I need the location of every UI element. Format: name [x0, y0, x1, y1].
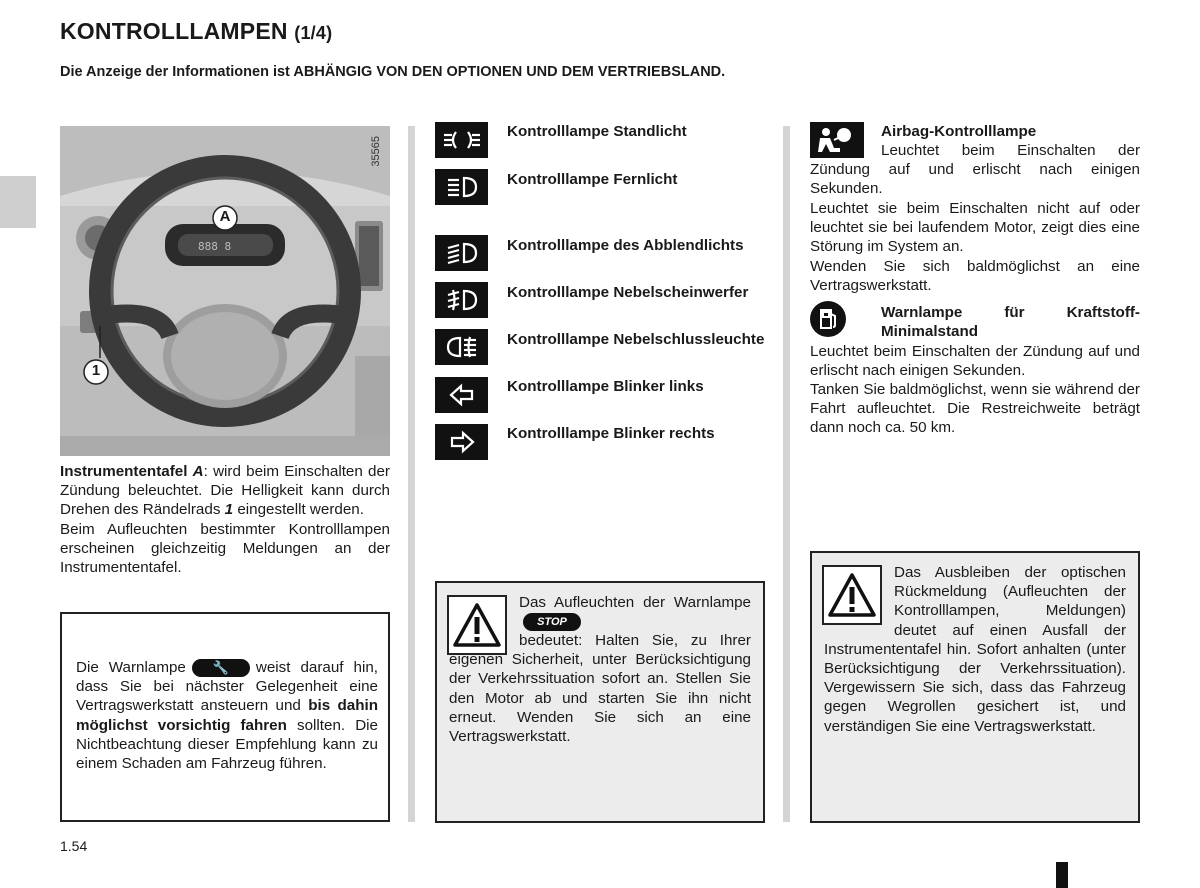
- low-beam-icon: [435, 235, 488, 271]
- column-divider: [408, 126, 415, 822]
- lamp-row: [435, 329, 488, 365]
- lamp-label: Kontrolllampe Nebelscheinwerfer: [507, 284, 749, 301]
- panel-failure-warning-box: [810, 551, 1140, 823]
- callout-1: 1: [91, 362, 101, 379]
- section-tab: [0, 176, 36, 228]
- airbag-text-2: Leuchtet sie beim Einschalten nicht auf oder leuchtet sie bei laufendem Motor, zeigt dies eine Störung im System an.: [810, 200, 1140, 256]
- lamp-label: Kontrolllampe Fernlicht: [507, 171, 678, 188]
- page-subtitle: Die Anzeige der Informationen ist ABHÄNGIG VON DEN OPTIONEN UND DEM VERTRIEBSLAND.: [60, 64, 726, 80]
- stop-warning-text: Das Aufleuchten der Warnlampe STOP: [519, 593, 751, 631]
- fuel-title: Warnlampe für Kraftstoff-Minimalstand: [881, 304, 1140, 341]
- lamp-row: [435, 282, 488, 318]
- front-fog-icon: [435, 282, 488, 318]
- column-divider: [783, 126, 790, 822]
- turn-right-icon: [435, 424, 488, 460]
- airbag-title: Airbag-Kontrolllampe: [881, 123, 1037, 140]
- stop-warning-box: [435, 581, 765, 823]
- lamp-row: [435, 122, 488, 158]
- high-beam-icon: [435, 169, 488, 205]
- airbag-text: Leuchtet beim Einschalten der Zündung auf und erlischt nach einigen Sekunden.: [810, 142, 1140, 198]
- lamp-label: Kontrolllampe des Abblendlichts: [507, 237, 744, 254]
- lamp-row: [435, 424, 488, 460]
- stop-warning-text-cont: bedeutet: Halten Sie, zu Ihrer eigenen Sicherheit, unter Berücksichtigung der Verkehrssituation sofort an. Stellen Sie den Motor ab und starten Sie ihn nicht erneut. Wenden Sie sich an eine Vertragswerkstatt.: [449, 632, 751, 746]
- parking-light-icon: [435, 122, 488, 158]
- page-title: KONTROLLLAMPEN (1/4): [60, 18, 333, 44]
- image-number: 35565: [370, 136, 382, 167]
- turn-left-icon: [435, 377, 488, 413]
- fuel-text: Leuchtet beim Einschalten der Zündung auf und erlischt nach einigen Sekunden.: [810, 343, 1140, 380]
- airbag-text-3: Wenden Sie sich baldmöglichst an eine Vertragswerkstatt.: [810, 258, 1140, 295]
- lamp-label: Kontrolllampe Blinker links: [507, 378, 704, 395]
- rear-fog-icon: [435, 329, 488, 365]
- lamp-label: Kontrolllampe Nebelschlussleuchte: [507, 331, 765, 348]
- fuel-icon: [810, 301, 846, 337]
- fuel-text-2: Tanken Sie baldmöglichst, wenn sie während der Fahrt aufleuchtet. Die Restreichweite beträgt dann noch ca. 50 km.: [810, 381, 1140, 437]
- page-number: 1.54: [60, 838, 88, 854]
- stop-icon: STOP: [523, 613, 581, 631]
- dashboard-photo: [60, 126, 390, 456]
- service-warning-box: Die Warnlampe 🔧 weist darauf hin, dass Sie bei nächster Gelegenheit eine Vertragswerkstatt ansteuern und bis dahin möglichst vorsichtig fahren sollten. Die Nichtbeachtung dieser Empfehlung kann zu einem Schaden am Fahrzeug führen.: [60, 612, 390, 822]
- lamp-row: [435, 169, 488, 205]
- callout-a: A: [219, 208, 231, 225]
- lamp-label: Kontrolllampe Standlicht: [507, 123, 687, 140]
- lamp-row: [435, 235, 488, 271]
- svg-text:888 8: 888 8: [198, 240, 232, 253]
- instrument-panel-description: Instrumententafel A: wird beim Einschalten der Zündung beleuchtet. Die Helligkeit kann durch Drehen des Rändelrads 1 eingestellt werden. Beim Aufleuchten bestimmter Kontrolllampen erscheinen gleichzeitig Meldungen an der Instrumententafel.: [60, 463, 390, 577]
- wrench-icon: 🔧: [192, 659, 250, 677]
- lamp-row: [435, 377, 488, 413]
- panel-failure-text: Das Ausbleiben der optischen Rückmeldung (Aufleuchten der Kontrolllampen, Meldungen) deutet auf einen Ausfall der Instrumententafel hin. Sofort anhalten (unter Berücksichtigung der Verkehrssituation). Vergewissern Sie sich, dass das Fahrzeug gegen Wegrollen gesichert ist, und verständigen Sie eine Vertragswerkstatt.: [824, 564, 1126, 735]
- corner-mark: [1056, 862, 1068, 888]
- lamp-label: Kontrolllampe Blinker rechts: [507, 425, 715, 442]
